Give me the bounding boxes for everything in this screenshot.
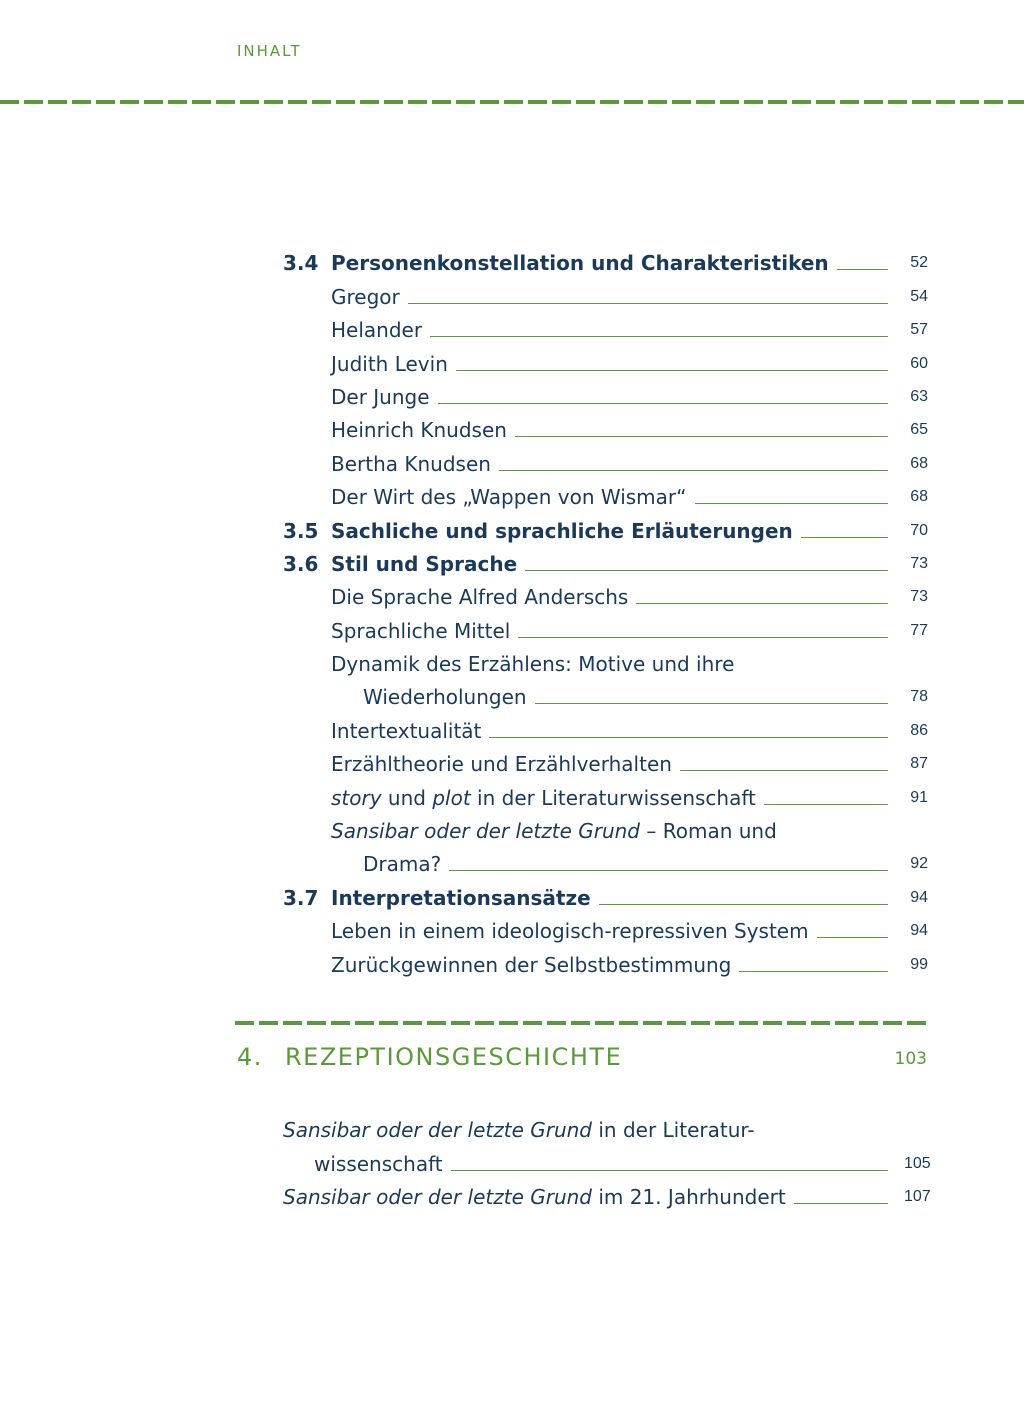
entry-title: Der Wirt des „Wappen von Wismar“ [331, 485, 687, 510]
leader-line [489, 737, 888, 738]
page-number: 94 [910, 922, 928, 940]
page-number: 78 [910, 688, 928, 706]
page-number: 63 [910, 387, 928, 405]
toc-entry-3-5[interactable] [283, 510, 928, 543]
italic-term: story [331, 785, 382, 810]
page-number: 54 [910, 287, 928, 305]
toc-entry[interactable] [283, 944, 928, 977]
entry-title: Intertextualität [331, 718, 482, 743]
header-dashed-rule [0, 100, 1024, 104]
entry-title: Erzähltheorie und Erzählverhalten [331, 752, 672, 777]
title-part: im 21. Jahrhundert [592, 1185, 786, 1210]
page-number: 92 [910, 855, 928, 873]
page-number: 91 [910, 788, 928, 806]
title-part: in der Literaturwissenschaft [470, 785, 756, 810]
page-number: 77 [910, 621, 928, 639]
page-number: 52 [910, 254, 928, 272]
page-number: 87 [910, 755, 928, 773]
toc-entry[interactable] [283, 610, 928, 643]
entry-title: Helander [331, 318, 423, 343]
leader-line [599, 904, 888, 905]
toc-entry[interactable] [283, 410, 928, 443]
title-part: und [381, 785, 433, 810]
entry-title-continued: Wiederholungen [363, 685, 527, 710]
chapter-4-heading[interactable] [237, 1043, 927, 1071]
entry-title: Gregor [331, 284, 400, 309]
entry-title: Dynamik des Erzählens: Motive und ihre [331, 652, 735, 677]
entry-title: Die Sprache Alfred Anderschs [331, 585, 629, 610]
toc-entry[interactable] [283, 577, 928, 610]
page-number: 68 [910, 454, 928, 472]
toc-entry[interactable] [283, 744, 928, 777]
toc-entry[interactable] [283, 710, 928, 743]
entry-title: Bertha Knudsen [331, 451, 491, 476]
italic-book-title: Sansibar oder der letzte Grund [283, 1185, 593, 1210]
title-part: in der Literatur- [592, 1118, 755, 1143]
toc-chapter-3 [283, 243, 928, 978]
leader-line [636, 603, 888, 604]
entry-title: Judith Levin [331, 351, 448, 376]
entry-title: Sprachliche Mittel [331, 618, 511, 643]
entry-title: Interpretationsansätze [331, 885, 591, 910]
leader-line [535, 703, 888, 704]
entry-title [283, 1117, 755, 1143]
entry-title-continued: wissenschaft [314, 1151, 443, 1176]
page-number: 70 [910, 521, 928, 539]
page-number: 68 [910, 488, 928, 506]
page-number: 107 [904, 1188, 931, 1206]
page-number: 86 [910, 721, 928, 739]
leader-line [794, 1203, 888, 1204]
toc-entry-line2[interactable] [283, 1143, 931, 1176]
leader-line [451, 1170, 888, 1171]
italic-term: plot [432, 785, 471, 810]
leader-line [499, 470, 888, 471]
entry-title: Leben in einem ideologisch-repressiven System [331, 919, 809, 944]
title-part: – Roman und [640, 819, 777, 844]
toc-entry[interactable] [283, 777, 928, 810]
leader-line [456, 370, 888, 371]
leader-line [680, 770, 888, 771]
entry-title [283, 1184, 786, 1210]
entry-title: Sachliche und sprachliche Erläuterungen [331, 518, 793, 543]
leader-line [408, 303, 888, 304]
leader-line [817, 937, 888, 938]
toc-entry-3-4[interactable] [283, 243, 928, 276]
entry-title [331, 785, 756, 811]
entry-title: Der Junge [331, 384, 430, 409]
leader-line [515, 436, 888, 437]
chapter-number: 4. [237, 1043, 263, 1071]
page-number: 65 [910, 421, 928, 439]
toc-chapter-4 [283, 1110, 931, 1210]
leader-line [518, 637, 888, 638]
page-number: 73 [910, 588, 928, 606]
leader-line [695, 503, 889, 504]
page-number: 105 [904, 1154, 931, 1172]
leader-line [525, 570, 888, 571]
section-number: 3.6 [283, 551, 319, 576]
toc-entry-line1[interactable] [283, 1110, 928, 1143]
entry-title: Stil und Sprache [331, 551, 518, 576]
entry-title [331, 818, 777, 844]
leader-line [837, 269, 888, 270]
toc-entry[interactable] [283, 911, 928, 944]
section-number: 3.5 [283, 518, 319, 543]
toc-entry[interactable] [283, 443, 928, 476]
toc-entry-line1[interactable] [283, 644, 928, 677]
toc-entry[interactable] [283, 377, 928, 410]
entry-title-continued: Drama? [363, 852, 442, 877]
leader-line [438, 403, 888, 404]
chapter-dashed-rule [235, 1021, 929, 1025]
entry-title: Personenkonstellation und Charakteristiken [331, 251, 829, 276]
section-number: 3.4 [283, 251, 319, 276]
entry-title: Heinrich Knudsen [331, 418, 507, 443]
leader-line [739, 971, 888, 972]
page-number: 73 [910, 554, 928, 572]
toc-entry-line2[interactable] [283, 844, 928, 877]
toc-entry[interactable] [283, 310, 928, 343]
toc-entry-3-7[interactable] [283, 877, 928, 910]
entry-title: Zurückgewinnen der Selbstbestimmung [331, 952, 732, 977]
toc-entry-3-6[interactable] [283, 544, 928, 577]
page-number: 60 [910, 354, 928, 372]
italic-book-title: Sansibar oder der letzte Grund [283, 1118, 593, 1143]
toc-entry[interactable] [283, 343, 928, 376]
toc-entry-line2[interactable] [283, 677, 928, 710]
section-number: 3.7 [283, 885, 319, 910]
toc-entry[interactable] [283, 477, 928, 510]
leader-line [449, 870, 888, 871]
running-header: INHALT [237, 42, 302, 60]
page-number: 57 [910, 321, 928, 339]
page-number: 99 [910, 955, 928, 973]
leader-line [764, 804, 888, 805]
chapter-page-number: 103 [894, 1049, 927, 1069]
chapter-title: REZEPTIONSGESCHICHTE [285, 1043, 623, 1071]
toc-entry[interactable] [283, 276, 928, 309]
toc-entry-line1[interactable] [283, 811, 928, 844]
leader-line [430, 336, 888, 337]
toc-entry[interactable] [283, 1177, 931, 1210]
italic-book-title: Sansibar oder der letzte Grund [331, 819, 641, 844]
leader-line [801, 537, 888, 538]
page-number: 94 [910, 888, 928, 906]
